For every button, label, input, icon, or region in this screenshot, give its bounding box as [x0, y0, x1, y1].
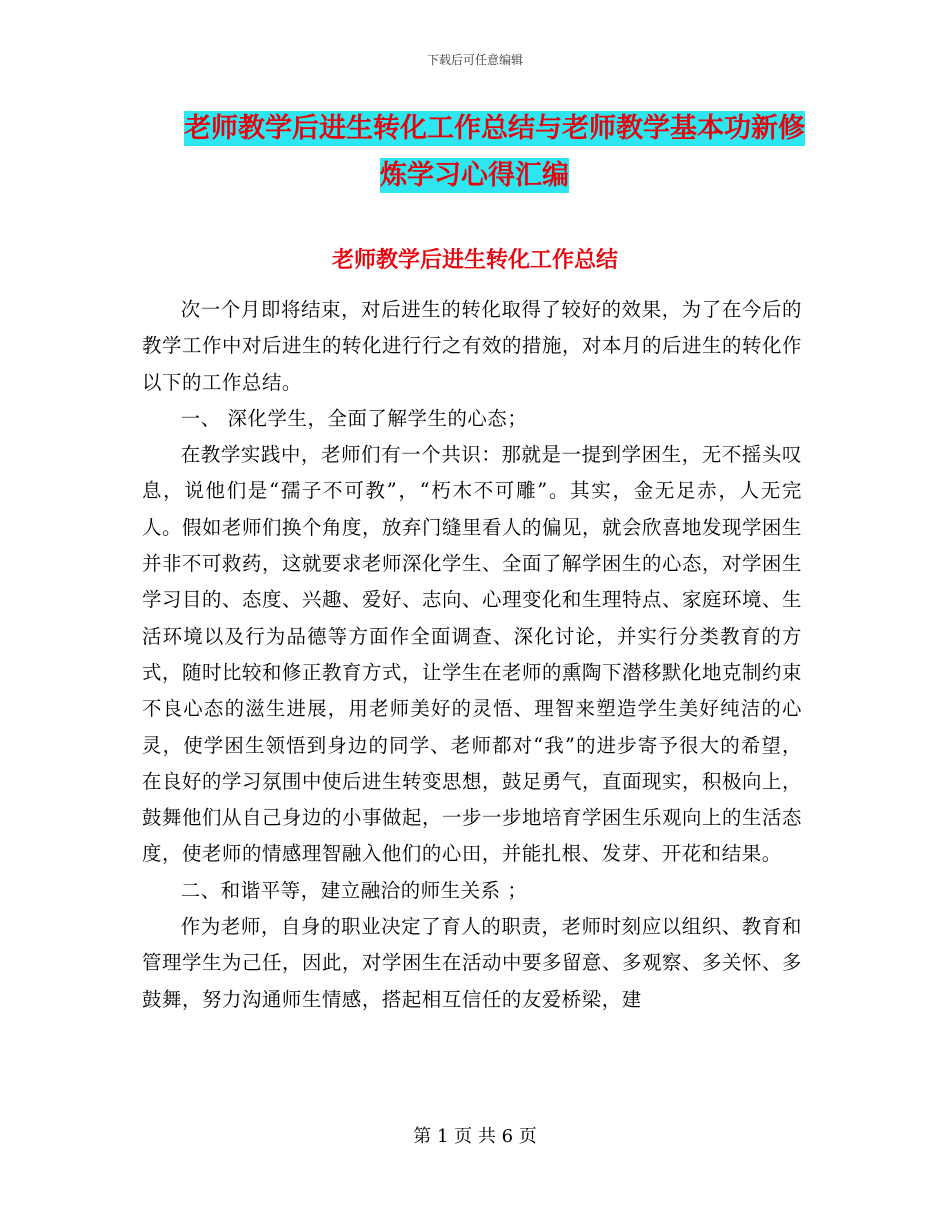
paragraph-intro: 次一个月即将结束，对后进生的转化取得了较好的效果，为了在今后的教学工作中对后进生的转化进行行之有效的措施，对本月的后进生的转化作以下的工作总结。 [142, 298, 802, 394]
document-body [142, 292, 802, 1018]
paragraph-heading-1: 一、 深化学生，全面了解学生的心态； [180, 406, 528, 430]
paragraph-body-1: 在教学实践中，老师们有一个共识：那就是一提到学困生，无不摇头叹息，说他们是“孺子不可教”，“朽木不可雕”。其实，金无足赤，人无完人。假如老师们换个角度，放弃门缝里看人的偏见，就会欣喜地发现学困生并非不可救药，这就要求老师深化学生、全面了解学困生的心态，对学困生学习目的、态度、兴趣、爱好、志向、心理变化和生理特点、家庭环境、生活环境以及行为品德等方面作全面调查、深化讨论，并实行分类教育的方式，随时比较和修正教育方式，让学生在老师的熏陶下潜移默化地克制约束不良心态的滋生进展，用老师美好的灵悟、理智来塑造学生美好纯洁的心灵，使学困生领悟到身边的同学、老师都对“我”的进步寄予很大的希望，在良好的学习氛围中使后进生转变思想，鼓足勇气，直面现实，积极向上，鼓舞他们从自己身边的小事做起，一步一步地培育学困生乐观向上的生活态度，使老师的情感理智融入他们的心田，并能扎根、发芽、开花和结果。 [142, 443, 802, 866]
page-number-footer: 第 1 页 共 6 页 [413, 1126, 537, 1147]
document-title-line-1 [140, 110, 810, 148]
document-title-line-2 [140, 157, 810, 195]
section-title: 老师教学后进生转化工作总结 [331, 248, 618, 273]
document-title-line-1-text: 老师教学后进生转化工作总结与老师教学基本功新修 [184, 113, 805, 144]
header-note: 下载后可任意编辑 [426, 53, 523, 67]
paragraph-body-2: 作为老师，自身的职业决定了育人的职责，老师时刻应以组织、教育和管理学生为己任，因此，对学困生在活动中要多留意、多观察、多关怀、多鼓舞，努力沟通师生情感，搭起相互信任的友爱桥梁，建 [142, 915, 802, 1011]
paragraph-heading-2: 二、和谐平等，建立融洽的师生关系 ； [180, 878, 528, 902]
document-title-line-2-text: 炼学习心得汇编 [380, 160, 569, 191]
